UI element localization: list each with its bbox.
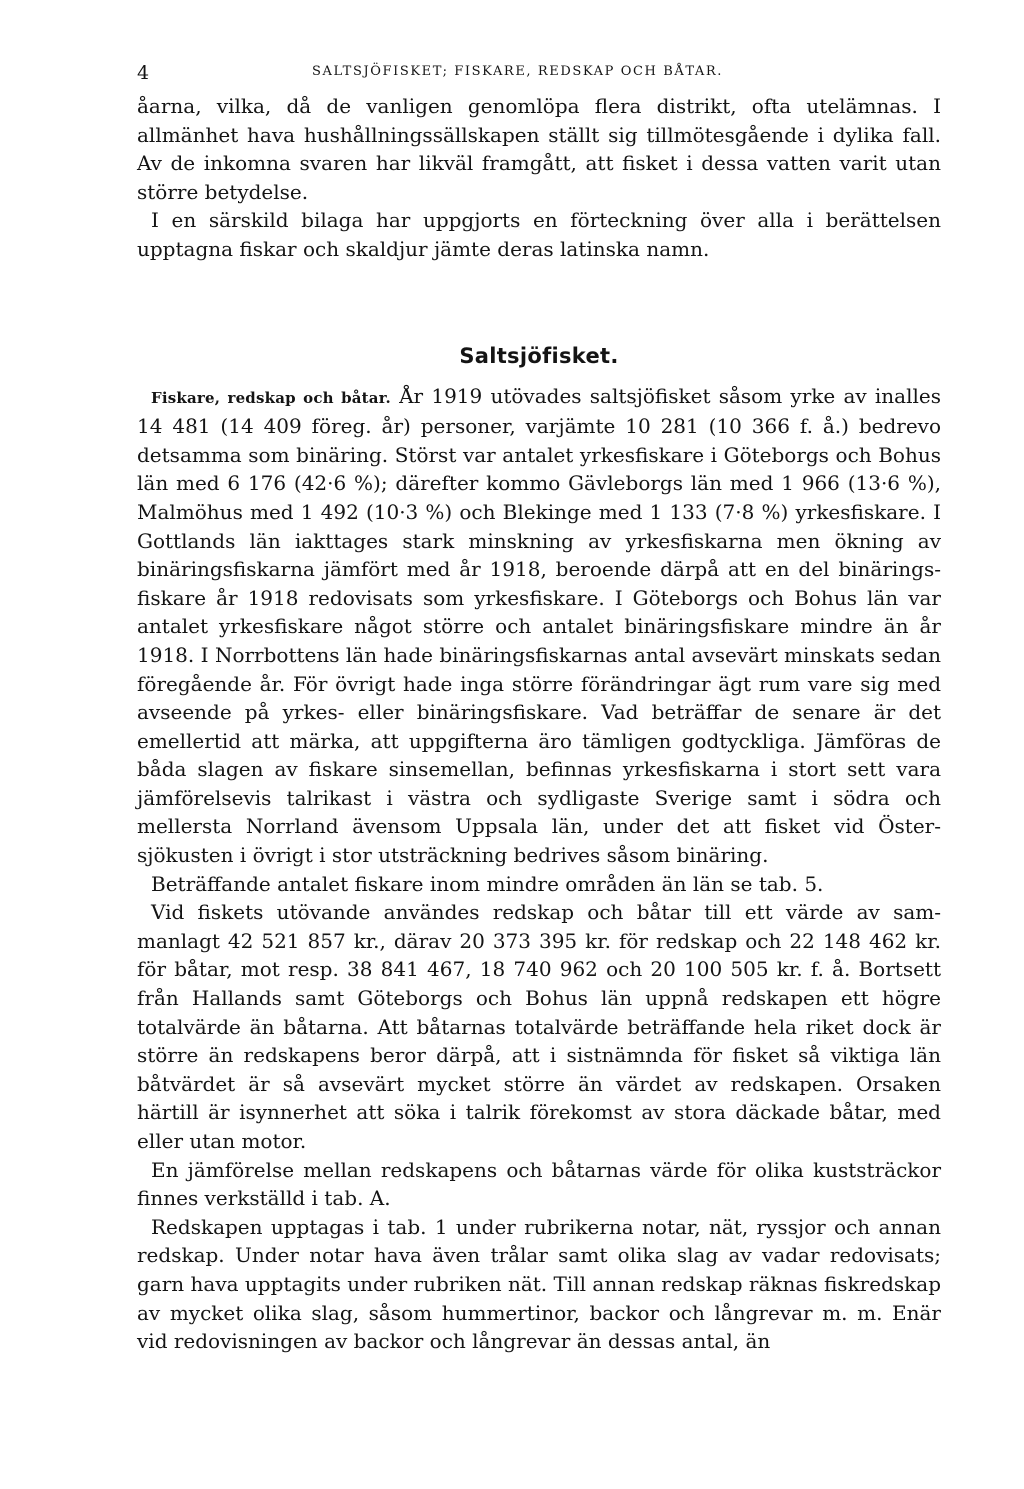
section-paragraph-4: En jämförelse mellan redskapens och båtarnas värde för olika kuststräckor finnes verkställd i tab. A. — [137, 1157, 941, 1211]
section-paragraph-1 — [137, 382, 941, 870]
intro-paragraph-1: åarna, vilka, då de vanligen genomlöpa flera distrikt, ofta utelämnas. I allmänhet hava hushållningssällskapen ställt sig tillmötesgående i dylika fall. Av de inkomna svaren har likväl framgått, att fisket i dessa vatten varit utan större betydelse. — [137, 94, 941, 204]
run-in-heading: Fiskare, redskap och båtar. — [151, 388, 391, 407]
section-paragraph-2: Beträffande antalet fiskare inom mindre områden än län se tab. 5. — [151, 871, 824, 896]
section-paragraph-3: Vid fiskets utövande användes redskap och båtar till ett värde av sammanlagt 42 521 857 kr., därav 20 373 395 kr. för redskap och 22 148 462 kr. för båtar, mot resp. 38 841 467, 18 740 962 och 20 100 505 kr. f. å. Bortsett från Hallands samt Göteborgs och Bohus län uppnå redskapen ett högre totalvärde än båtarna. Att båtarnas totalvärde beträffande hela riket dock är större än redskapens beror därpå, att i sistnämnda för fisket så viktiga län båtvärdet är så avsevärt mycket större än värdet av redskapen. Orsaken härtill är isynnerhet att söka i talrik förekomst av stora däckade båtar, med eller utan motor. — [137, 900, 941, 1153]
page-number: 4 — [137, 62, 150, 84]
document-page — [137, 62, 941, 1356]
intro-paragraph-2: I en särskild bilaga har uppgjorts en förteckning över alla i berättelsen upptagna fiskar och skaldjur jämte deras latinska namn. — [137, 208, 941, 261]
section-title: Saltsjöfisket. — [459, 343, 619, 368]
running-header — [137, 62, 941, 92]
running-title: SALTSJÖFISKET; FISKARE, REDSKAP OCH BÅTAR. — [312, 64, 724, 79]
section-paragraph-1-text: År 1919 utövades saltsjöfisket såsom yrke av inalles 14 481 (14 409 föreg. år) personer, varjämte 10 281 (10 366 f. å.) bedrevo detsamma som binäring. Störst var antalet yrkesfiskare i Göteborgs och Bohus län med 6 176 (42·6 %); därefter kommo Gävleborgs län med 1 966 (13·6 %), Malmöhus med 1 492 (10·3 %) och Blekinge med 1 133 (7·8 %) yrkesfiskare. I Gottlands län iakttages stark minskning av yrkesfiskarna men ökning av binäringsfiskarna jämfört med år 1918, beroende därpå att en del binäringsfiskare år 1918 redovisats som yrkesfiskare. I Göteborgs och Bohus län var antalet yrkesfiskare något större och antalet binäringsfiskare mindre än år 1918. I Norrbottens län hade binäringsfiskarnas antal avsevärt minskats sedan föregående år. För övrigt hade inga större förändringar ägt rum vare sig med avseende på yrkes- eller binäringsfiskare. Vad beträffar de senare är det emellertid att märka, att uppgifterna äro tämligen godtyckliga. Jämföras de båda slagen av fiskare sinsemellan, befinnas yrkesfiskarna i stort sett vara jämförelsevis talrikast i västra och sydligaste Sverige samt i södra och mellersta Norrland ävensom Uppsala län, under det att fisket vid Östersjökusten i övrigt i stor utsträckning bedrives såsom binäring. — [137, 383, 941, 868]
section-paragraph-5: Redskapen upptagas i tab. 1 under rubrikerna notar, nät, ryssjor och annan redskap. Under notar hava även trålar samt olika slag av vadar redovisats; garn hava upptagits under rubriken nät. Till annan redskap räknas fiskredskap av mycket olika slag, såsom hummertinor, backor och långrevar m. m. Enär vid redovisningen av backor och långrevar än dessas antal, än — [137, 1214, 941, 1354]
